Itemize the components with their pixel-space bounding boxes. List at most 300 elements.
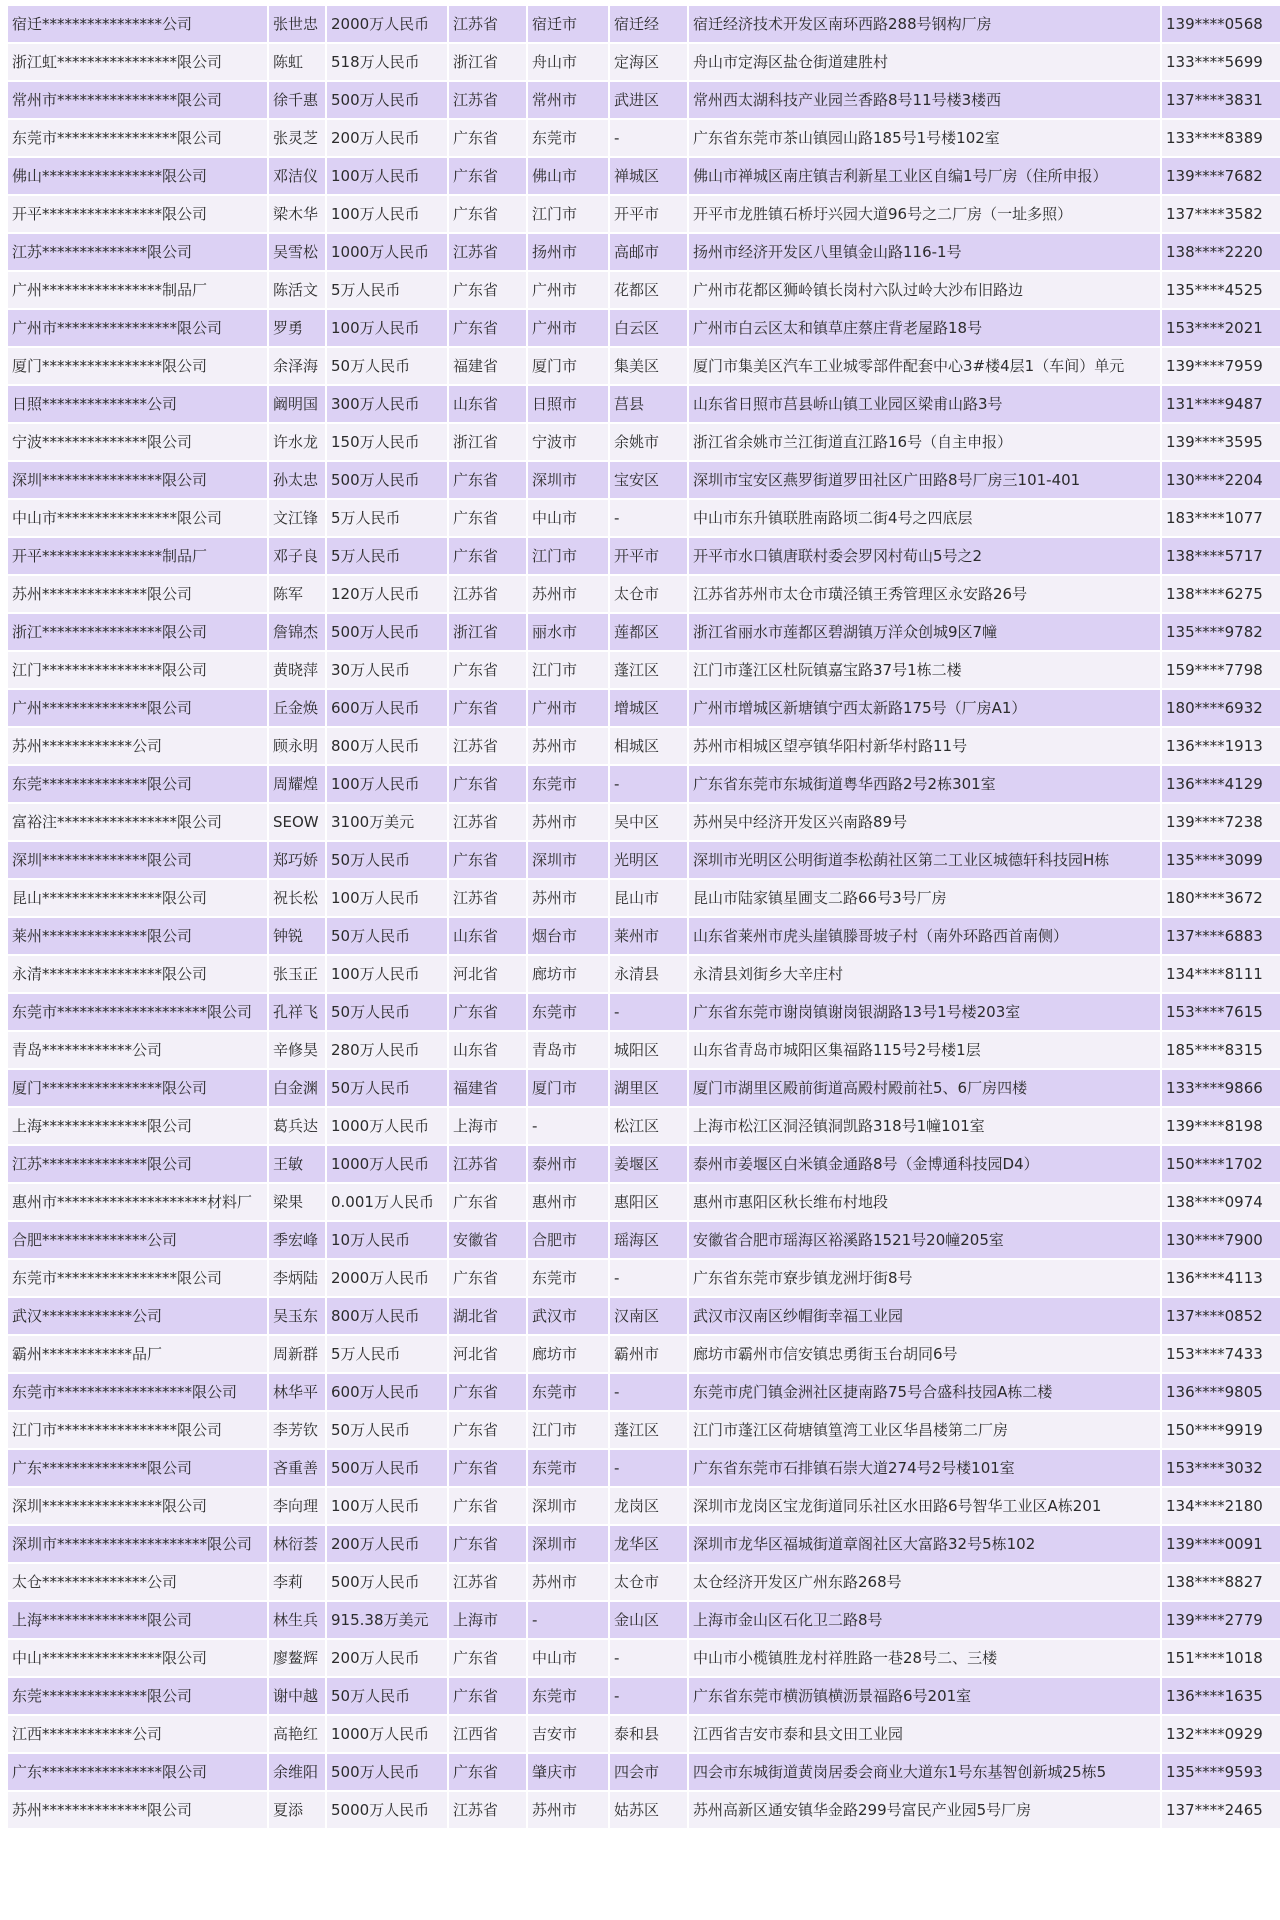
company-name-cell: 富裕注****************限公司 xyxy=(8,804,267,840)
district-cell: 莱州市 xyxy=(610,918,687,954)
table-row xyxy=(8,6,1280,42)
district-cell: 相城区 xyxy=(610,728,687,764)
table-row xyxy=(8,1336,1280,1372)
phone-cell: 153****3032 xyxy=(1162,1450,1280,1486)
phone-cell: 138****8827 xyxy=(1162,1564,1280,1600)
table-row xyxy=(8,310,1280,346)
table-row xyxy=(8,766,1280,802)
company-name-cell: 广州****************制品厂 xyxy=(8,272,267,308)
province-cell: 广东省 xyxy=(449,538,526,574)
city-cell: 深圳市 xyxy=(528,462,608,498)
city-cell: 广州市 xyxy=(528,310,608,346)
address-cell: 广州市花都区狮岭镇长岗村六队过岭大沙布旧路边 xyxy=(689,272,1160,308)
address-cell: 扬州市经济开发区八里镇金山路116-1号 xyxy=(689,234,1160,270)
phone-cell: 139****2779 xyxy=(1162,1602,1280,1638)
province-cell: 广东省 xyxy=(449,1488,526,1524)
phone-cell: 183****1077 xyxy=(1162,500,1280,536)
legal-person-cell: 张灵芝 xyxy=(269,120,325,156)
district-cell: 城阳区 xyxy=(610,1032,687,1068)
city-cell: 厦门市 xyxy=(528,348,608,384)
registered-capital-cell: 10万人民币 xyxy=(327,1222,447,1258)
company-name-cell: 霸州************品厂 xyxy=(8,1336,267,1372)
district-cell: 太仓市 xyxy=(610,576,687,612)
city-cell: 东莞市 xyxy=(528,766,608,802)
registered-capital-cell: 50万人民币 xyxy=(327,994,447,1030)
table-row xyxy=(8,1184,1280,1220)
district-cell: 宝安区 xyxy=(610,462,687,498)
phone-cell: 137****2465 xyxy=(1162,1792,1280,1828)
province-cell: 山东省 xyxy=(449,1032,526,1068)
city-cell: 厦门市 xyxy=(528,1070,608,1106)
province-cell: 广东省 xyxy=(449,500,526,536)
province-cell: 广东省 xyxy=(449,1754,526,1790)
province-cell: 广东省 xyxy=(449,196,526,232)
city-cell: 合肥市 xyxy=(528,1222,608,1258)
city-cell: 东莞市 xyxy=(528,1374,608,1410)
phone-cell: 135****9593 xyxy=(1162,1754,1280,1790)
city-cell: 苏州市 xyxy=(528,728,608,764)
phone-cell: 133****5699 xyxy=(1162,44,1280,80)
table-row xyxy=(8,1640,1280,1676)
phone-cell: 151****1018 xyxy=(1162,1640,1280,1676)
company-name-cell: 东莞**************限公司 xyxy=(8,766,267,802)
address-cell: 江苏省苏州市太仓市璜泾镇王秀管理区永安路26号 xyxy=(689,576,1160,612)
company-name-cell: 东莞市********************限公司 xyxy=(8,994,267,1030)
address-cell: 苏州吴中经济开发区兴南路89号 xyxy=(689,804,1160,840)
district-cell: 霸州市 xyxy=(610,1336,687,1372)
city-cell: 扬州市 xyxy=(528,234,608,270)
table-row xyxy=(8,1298,1280,1334)
company-name-cell: 广东**************限公司 xyxy=(8,1450,267,1486)
table-row xyxy=(8,1564,1280,1600)
city-cell: 惠州市 xyxy=(528,1184,608,1220)
legal-person-cell: 李芳钦 xyxy=(269,1412,325,1448)
address-cell: 广东省东莞市东城街道粤华西路2号2栋301室 xyxy=(689,766,1160,802)
company-name-cell: 东莞市****************限公司 xyxy=(8,1260,267,1296)
province-cell: 上海市 xyxy=(449,1602,526,1638)
legal-person-cell: 钟锐 xyxy=(269,918,325,954)
city-cell: 东莞市 xyxy=(528,1450,608,1486)
legal-person-cell: 陈军 xyxy=(269,576,325,612)
province-cell: 山东省 xyxy=(449,386,526,422)
registered-capital-cell: 50万人民币 xyxy=(327,1070,447,1106)
company-name-cell: 宁波**************限公司 xyxy=(8,424,267,460)
city-cell: 东莞市 xyxy=(528,1678,608,1714)
city-cell: 江门市 xyxy=(528,196,608,232)
city-cell: 泰州市 xyxy=(528,1146,608,1182)
company-table xyxy=(6,4,1280,1830)
table-row xyxy=(8,196,1280,232)
company-name-cell: 浙江****************限公司 xyxy=(8,614,267,650)
registered-capital-cell: 1000万人民币 xyxy=(327,1716,447,1752)
province-cell: 广东省 xyxy=(449,1374,526,1410)
table-row xyxy=(8,614,1280,650)
legal-person-cell: 李炳陆 xyxy=(269,1260,325,1296)
address-cell: 苏州市相城区望亭镇华阳村新华村路11号 xyxy=(689,728,1160,764)
district-cell: 昆山市 xyxy=(610,880,687,916)
phone-cell: 131****9487 xyxy=(1162,386,1280,422)
province-cell: 河北省 xyxy=(449,956,526,992)
city-cell: - xyxy=(528,1602,608,1638)
registered-capital-cell: 800万人民币 xyxy=(327,1298,447,1334)
legal-person-cell: 季宏峰 xyxy=(269,1222,325,1258)
district-cell: 蓬江区 xyxy=(610,1412,687,1448)
company-name-cell: 厦门****************限公司 xyxy=(8,348,267,384)
legal-person-cell: 李莉 xyxy=(269,1564,325,1600)
legal-person-cell: 陈活文 xyxy=(269,272,325,308)
district-cell: 开平市 xyxy=(610,538,687,574)
city-cell: 佛山市 xyxy=(528,158,608,194)
legal-person-cell: 邓子良 xyxy=(269,538,325,574)
table-row xyxy=(8,842,1280,878)
district-cell: 泰和县 xyxy=(610,1716,687,1752)
province-cell: 江苏省 xyxy=(449,1792,526,1828)
address-cell: 山东省日照市莒县峤山镇工业园区梁甫山路3号 xyxy=(689,386,1160,422)
phone-cell: 132****0929 xyxy=(1162,1716,1280,1752)
phone-cell: 136****4113 xyxy=(1162,1260,1280,1296)
registered-capital-cell: 1000万人民币 xyxy=(327,1146,447,1182)
legal-person-cell: 阚明国 xyxy=(269,386,325,422)
province-cell: 江苏省 xyxy=(449,728,526,764)
legal-person-cell: 顾永明 xyxy=(269,728,325,764)
city-cell: 江门市 xyxy=(528,1412,608,1448)
legal-person-cell: 吴雪松 xyxy=(269,234,325,270)
legal-person-cell: 张世忠 xyxy=(269,6,325,42)
district-cell: - xyxy=(610,1678,687,1714)
address-cell: 厦门市集美区汽车工业城零部件配套中心3#楼4层1（车间）单元 xyxy=(689,348,1160,384)
registered-capital-cell: 0.001万人民币 xyxy=(327,1184,447,1220)
registered-capital-cell: 500万人民币 xyxy=(327,1450,447,1486)
district-cell: 武进区 xyxy=(610,82,687,118)
address-cell: 广东省东莞市石排镇石崇大道274号2号楼101室 xyxy=(689,1450,1160,1486)
legal-person-cell: 陈虹 xyxy=(269,44,325,80)
district-cell: 湖里区 xyxy=(610,1070,687,1106)
company-name-cell: 中山****************限公司 xyxy=(8,1640,267,1676)
province-cell: 广东省 xyxy=(449,1640,526,1676)
company-name-cell: 深圳****************限公司 xyxy=(8,1488,267,1524)
legal-person-cell: 吝重善 xyxy=(269,1450,325,1486)
district-cell: 花都区 xyxy=(610,272,687,308)
registered-capital-cell: 2000万人民币 xyxy=(327,6,447,42)
legal-person-cell: 白金渊 xyxy=(269,1070,325,1106)
address-cell: 浙江省余姚市兰江街道直江路16号（自主申报） xyxy=(689,424,1160,460)
legal-person-cell: 孔祥飞 xyxy=(269,994,325,1030)
legal-person-cell: 林华平 xyxy=(269,1374,325,1410)
address-cell: 开平市龙胜镇石桥圩兴园大道96号之二厂房（一址多照） xyxy=(689,196,1160,232)
registered-capital-cell: 100万人民币 xyxy=(327,1488,447,1524)
legal-person-cell: 余泽海 xyxy=(269,348,325,384)
province-cell: 浙江省 xyxy=(449,614,526,650)
table-row xyxy=(8,728,1280,764)
province-cell: 浙江省 xyxy=(449,44,526,80)
company-name-cell: 佛山****************限公司 xyxy=(8,158,267,194)
company-name-cell: 宿迁****************公司 xyxy=(8,6,267,42)
province-cell: 广东省 xyxy=(449,1526,526,1562)
registered-capital-cell: 500万人民币 xyxy=(327,1564,447,1600)
registered-capital-cell: 915.38万美元 xyxy=(327,1602,447,1638)
registered-capital-cell: 50万人民币 xyxy=(327,842,447,878)
company-name-cell: 常州市****************限公司 xyxy=(8,82,267,118)
phone-cell: 139****0091 xyxy=(1162,1526,1280,1562)
district-cell: 吴中区 xyxy=(610,804,687,840)
company-name-cell: 永清****************限公司 xyxy=(8,956,267,992)
city-cell: 武汉市 xyxy=(528,1298,608,1334)
province-cell: 广东省 xyxy=(449,766,526,802)
district-cell: - xyxy=(610,1260,687,1296)
province-cell: 广东省 xyxy=(449,1412,526,1448)
table-row xyxy=(8,272,1280,308)
registered-capital-cell: 2000万人民币 xyxy=(327,1260,447,1296)
phone-cell: 153****2021 xyxy=(1162,310,1280,346)
phone-cell: 135****9782 xyxy=(1162,614,1280,650)
province-cell: 广东省 xyxy=(449,1184,526,1220)
registered-capital-cell: 500万人民币 xyxy=(327,82,447,118)
address-cell: 广东省东莞市谢岗镇谢岗银湖路13号1号楼203室 xyxy=(689,994,1160,1030)
table-row xyxy=(8,1450,1280,1486)
table-row xyxy=(8,804,1280,840)
table-row xyxy=(8,1716,1280,1752)
city-cell: 东莞市 xyxy=(528,120,608,156)
registered-capital-cell: 100万人民币 xyxy=(327,880,447,916)
district-cell: - xyxy=(610,1450,687,1486)
legal-person-cell: 王敏 xyxy=(269,1146,325,1182)
address-cell: 四会市东城街道黄岗居委会商业大道东1号东基智创新城25栋5 xyxy=(689,1754,1160,1790)
province-cell: 安徽省 xyxy=(449,1222,526,1258)
registered-capital-cell: 500万人民币 xyxy=(327,614,447,650)
city-cell: 宿迁市 xyxy=(528,6,608,42)
table-row xyxy=(8,1070,1280,1106)
address-cell: 武汉市汉南区纱帽街幸福工业园 xyxy=(689,1298,1160,1334)
address-cell: 惠州市惠阳区秋长维布村地段 xyxy=(689,1184,1160,1220)
company-name-cell: 广州市****************限公司 xyxy=(8,310,267,346)
phone-cell: 139****7238 xyxy=(1162,804,1280,840)
legal-person-cell: SEOW xyxy=(269,804,325,840)
company-name-cell: 广东****************限公司 xyxy=(8,1754,267,1790)
district-cell: - xyxy=(610,1374,687,1410)
phone-cell: 180****6932 xyxy=(1162,690,1280,726)
province-cell: 广东省 xyxy=(449,994,526,1030)
phone-cell: 136****1913 xyxy=(1162,728,1280,764)
table-row xyxy=(8,158,1280,194)
phone-cell: 137****3831 xyxy=(1162,82,1280,118)
phone-cell: 139****8198 xyxy=(1162,1108,1280,1144)
registered-capital-cell: 50万人民币 xyxy=(327,1678,447,1714)
table-row xyxy=(8,1678,1280,1714)
legal-person-cell: 周新群 xyxy=(269,1336,325,1372)
city-cell: 深圳市 xyxy=(528,842,608,878)
address-cell: 宿迁经济技术开发区南环西路288号钢构厂房 xyxy=(689,6,1160,42)
district-cell: - xyxy=(610,120,687,156)
phone-cell: 139****3595 xyxy=(1162,424,1280,460)
table-row xyxy=(8,1754,1280,1790)
phone-cell: 133****8389 xyxy=(1162,120,1280,156)
registered-capital-cell: 3100万美元 xyxy=(327,804,447,840)
district-cell: 太仓市 xyxy=(610,1564,687,1600)
province-cell: 湖北省 xyxy=(449,1298,526,1334)
address-cell: 泰州市姜堰区白米镇金通路8号（金博通科技园D4） xyxy=(689,1146,1160,1182)
company-name-cell: 开平****************限公司 xyxy=(8,196,267,232)
table-row xyxy=(8,1032,1280,1068)
registered-capital-cell: 100万人民币 xyxy=(327,196,447,232)
phone-cell: 136****1635 xyxy=(1162,1678,1280,1714)
province-cell: 广东省 xyxy=(449,690,526,726)
province-cell: 广东省 xyxy=(449,462,526,498)
city-cell: 江门市 xyxy=(528,538,608,574)
phone-cell: 153****7433 xyxy=(1162,1336,1280,1372)
company-name-cell: 苏州**************限公司 xyxy=(8,576,267,612)
company-name-cell: 昆山****************限公司 xyxy=(8,880,267,916)
table-row xyxy=(8,1488,1280,1524)
table-row xyxy=(8,690,1280,726)
phone-cell: 135****4525 xyxy=(1162,272,1280,308)
table-row xyxy=(8,424,1280,460)
province-cell: 江苏省 xyxy=(449,576,526,612)
phone-cell: 137****3582 xyxy=(1162,196,1280,232)
city-cell: 中山市 xyxy=(528,500,608,536)
company-name-cell: 苏州************公司 xyxy=(8,728,267,764)
legal-person-cell: 周耀煌 xyxy=(269,766,325,802)
registered-capital-cell: 100万人民币 xyxy=(327,158,447,194)
registered-capital-cell: 30万人民币 xyxy=(327,652,447,688)
phone-cell: 139****7682 xyxy=(1162,158,1280,194)
district-cell: 姜堰区 xyxy=(610,1146,687,1182)
table-row xyxy=(8,1222,1280,1258)
company-name-cell: 广州**************限公司 xyxy=(8,690,267,726)
legal-person-cell: 夏添 xyxy=(269,1792,325,1828)
registered-capital-cell: 600万人民币 xyxy=(327,690,447,726)
registered-capital-cell: 5万人民币 xyxy=(327,500,447,536)
legal-person-cell: 林生兵 xyxy=(269,1602,325,1638)
table-row xyxy=(8,82,1280,118)
address-cell: 永清县刘街乡大辛庄村 xyxy=(689,956,1160,992)
registered-capital-cell: 50万人民币 xyxy=(327,918,447,954)
legal-person-cell: 罗勇 xyxy=(269,310,325,346)
district-cell: 余姚市 xyxy=(610,424,687,460)
district-cell: 定海区 xyxy=(610,44,687,80)
registered-capital-cell: 100万人民币 xyxy=(327,310,447,346)
district-cell: - xyxy=(610,766,687,802)
registered-capital-cell: 100万人民币 xyxy=(327,766,447,802)
phone-cell: 150****1702 xyxy=(1162,1146,1280,1182)
table-row xyxy=(8,1602,1280,1638)
address-cell: 昆山市陆家镇星圃支二路66号3号厂房 xyxy=(689,880,1160,916)
district-cell: 惠阳区 xyxy=(610,1184,687,1220)
table-row xyxy=(8,1146,1280,1182)
phone-cell: 138****5717 xyxy=(1162,538,1280,574)
table-row xyxy=(8,956,1280,992)
province-cell: 浙江省 xyxy=(449,424,526,460)
city-cell: 中山市 xyxy=(528,1640,608,1676)
address-cell: 深圳市龙华区福城街道章阁社区大富路32号5栋102 xyxy=(689,1526,1160,1562)
legal-person-cell: 黄晓萍 xyxy=(269,652,325,688)
city-cell: 常州市 xyxy=(528,82,608,118)
legal-person-cell: 张玉正 xyxy=(269,956,325,992)
district-cell: 瑶海区 xyxy=(610,1222,687,1258)
address-cell: 上海市松江区洞泾镇洞凯路318号1幢101室 xyxy=(689,1108,1160,1144)
address-cell: 深圳市宝安区燕罗街道罗田社区广田路8号厂房三101-401 xyxy=(689,462,1160,498)
legal-person-cell: 邓洁仪 xyxy=(269,158,325,194)
phone-cell: 138****2220 xyxy=(1162,234,1280,270)
district-cell: 四会市 xyxy=(610,1754,687,1790)
phone-cell: 137****6883 xyxy=(1162,918,1280,954)
registered-capital-cell: 300万人民币 xyxy=(327,386,447,422)
table-row xyxy=(8,1260,1280,1296)
company-name-cell: 江门****************限公司 xyxy=(8,652,267,688)
province-cell: 广东省 xyxy=(449,1260,526,1296)
province-cell: 江苏省 xyxy=(449,804,526,840)
legal-person-cell: 梁果 xyxy=(269,1184,325,1220)
table-row xyxy=(8,1412,1280,1448)
table-body xyxy=(8,6,1280,1828)
table-row xyxy=(8,120,1280,156)
phone-cell: 136****9805 xyxy=(1162,1374,1280,1410)
address-cell: 常州西太湖科技产业园兰香路8号11号楼3楼西 xyxy=(689,82,1160,118)
address-cell: 广东省东莞市横沥镇横沥景福路6号201室 xyxy=(689,1678,1160,1714)
table-row xyxy=(8,44,1280,80)
company-name-cell: 江西************公司 xyxy=(8,1716,267,1752)
legal-person-cell: 祝长松 xyxy=(269,880,325,916)
address-cell: 江门市蓬江区荷塘镇篁湾工业区华昌楼第二厂房 xyxy=(689,1412,1160,1448)
company-name-cell: 江苏**************限公司 xyxy=(8,1146,267,1182)
company-name-cell: 上海**************限公司 xyxy=(8,1108,267,1144)
registered-capital-cell: 500万人民币 xyxy=(327,1754,447,1790)
table-row xyxy=(8,994,1280,1030)
address-cell: 太仓经济开发区广州东路268号 xyxy=(689,1564,1160,1600)
legal-person-cell: 余维阳 xyxy=(269,1754,325,1790)
phone-cell: 130****2204 xyxy=(1162,462,1280,498)
company-name-cell: 深圳市********************限公司 xyxy=(8,1526,267,1562)
table-row xyxy=(8,348,1280,384)
district-cell: 莒县 xyxy=(610,386,687,422)
registered-capital-cell: 50万人民币 xyxy=(327,348,447,384)
district-cell: 金山区 xyxy=(610,1602,687,1638)
district-cell: - xyxy=(610,500,687,536)
district-cell: 姑苏区 xyxy=(610,1792,687,1828)
company-name-cell: 中山市****************限公司 xyxy=(8,500,267,536)
city-cell: 深圳市 xyxy=(528,1488,608,1524)
city-cell: 肇庆市 xyxy=(528,1754,608,1790)
province-cell: 广东省 xyxy=(449,1678,526,1714)
table-row xyxy=(8,386,1280,422)
city-cell: 丽水市 xyxy=(528,614,608,650)
legal-person-cell: 许水龙 xyxy=(269,424,325,460)
phone-cell: 134****8111 xyxy=(1162,956,1280,992)
district-cell: 禅城区 xyxy=(610,158,687,194)
phone-cell: 150****9919 xyxy=(1162,1412,1280,1448)
legal-person-cell: 林衍荟 xyxy=(269,1526,325,1562)
address-cell: 开平市水口镇唐联村委会罗冈村荀山5号之2 xyxy=(689,538,1160,574)
phone-cell: 130****7900 xyxy=(1162,1222,1280,1258)
district-cell: - xyxy=(610,994,687,1030)
district-cell: 集美区 xyxy=(610,348,687,384)
phone-cell: 136****4129 xyxy=(1162,766,1280,802)
company-name-cell: 江门市****************限公司 xyxy=(8,1412,267,1448)
legal-person-cell: 徐千惠 xyxy=(269,82,325,118)
address-cell: 江西省吉安市泰和县文田工业园 xyxy=(689,1716,1160,1752)
registered-capital-cell: 1000万人民币 xyxy=(327,234,447,270)
registered-capital-cell: 800万人民币 xyxy=(327,728,447,764)
phone-cell: 137****0852 xyxy=(1162,1298,1280,1334)
phone-cell: 135****3099 xyxy=(1162,842,1280,878)
company-name-cell: 东莞市******************限公司 xyxy=(8,1374,267,1410)
address-cell: 山东省青岛市城阳区集福路115号2号楼1层 xyxy=(689,1032,1160,1068)
company-name-cell: 江苏**************限公司 xyxy=(8,234,267,270)
phone-cell: 139****7959 xyxy=(1162,348,1280,384)
province-cell: 江苏省 xyxy=(449,234,526,270)
province-cell: 广东省 xyxy=(449,310,526,346)
province-cell: 福建省 xyxy=(449,348,526,384)
company-name-cell: 浙江虹****************限公司 xyxy=(8,44,267,80)
